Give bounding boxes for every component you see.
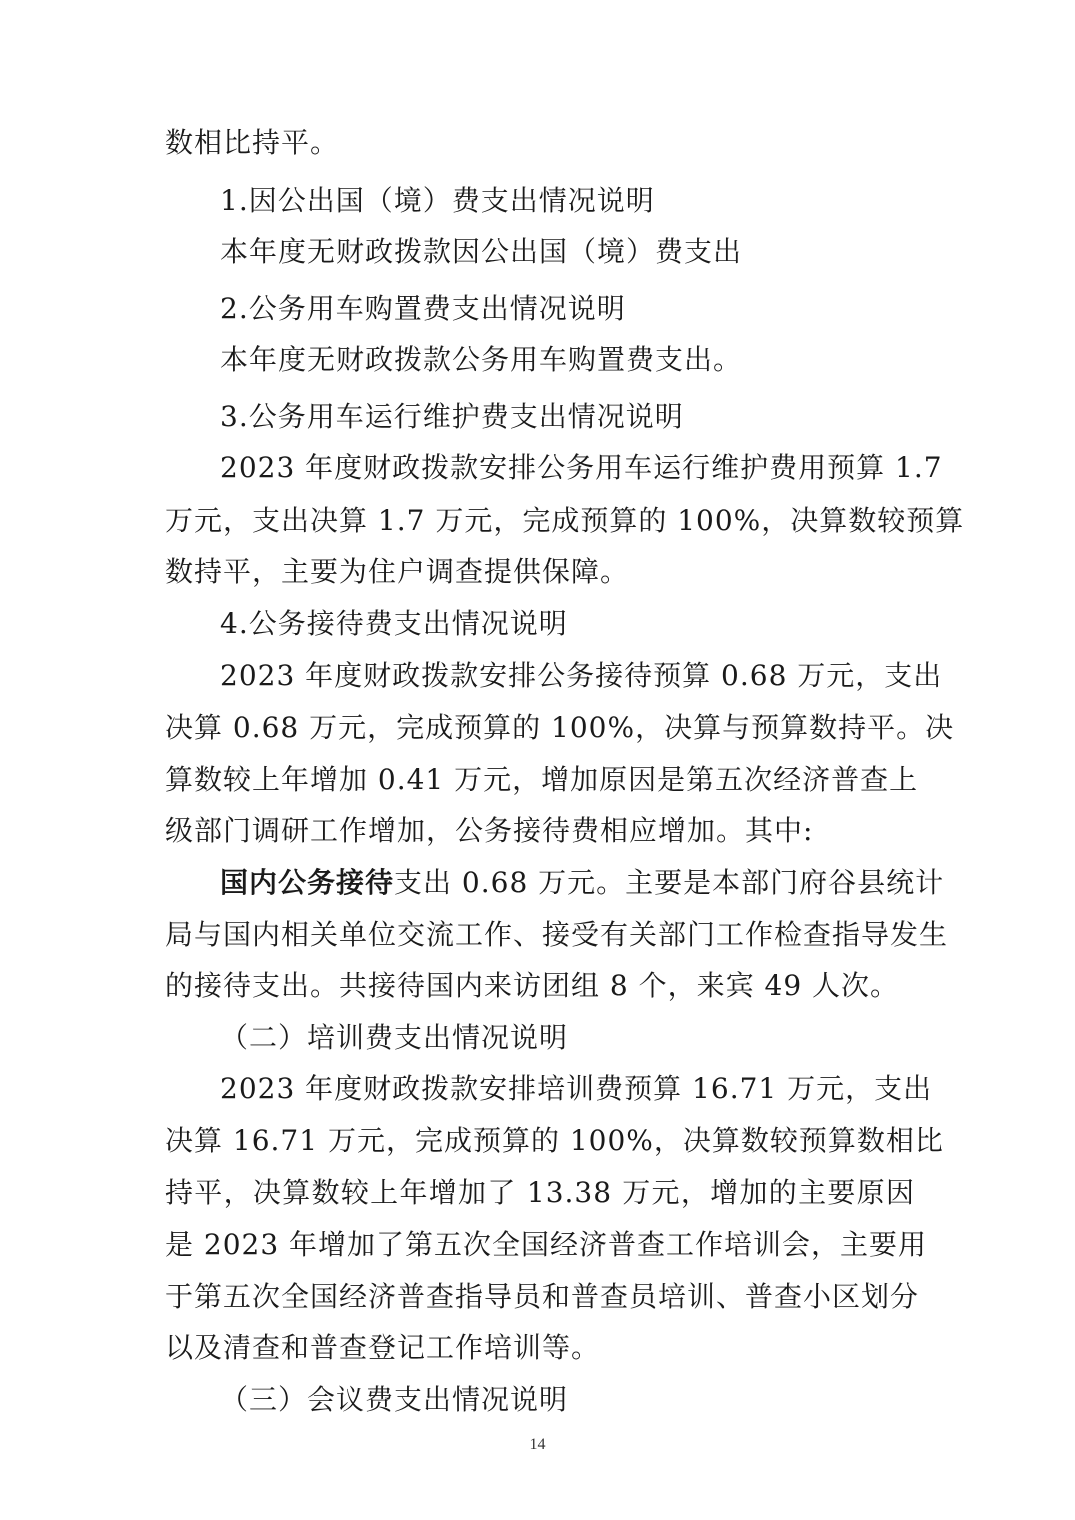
section-heading: 2.公务用车购置费支出情况说明 [220,292,626,325]
text-line: 数持平，主要为住户调查提供保障。 [165,555,630,588]
text-line: 决算 0.68 万元，完成预算的 100%，决算与预算数持平。决 [165,711,955,744]
text-line: 本年度无财政拨款因公出国（境）费支出 [220,235,743,268]
text-line: 的接待支出。共接待国内来访团组 8 个，来宾 49 人次。 [165,969,900,1002]
text-line: 是 2023 年增加了第五次全国经济普查工作培训会，主要用 [165,1228,928,1261]
section-heading: （二）培训费支出情况说明 [220,1021,569,1054]
text-line: 2023 年度财政拨款安排公务接待预算 0.68 万元，支出 [220,659,943,692]
text-line: 2023 年度财政拨款安排培训费预算 16.71 万元，支出 [220,1072,933,1105]
text-line-rest: 支出 0.68 万元。主要是本部门府谷县统计 [394,866,945,899]
text-line: 万元，支出决算 1.7 万元，完成预算的 100%，决算数较预算 [165,504,965,537]
text-line: 持平，决算数较上年增加了 13.38 万元，增加的主要原因 [165,1176,915,1209]
page-number: 14 [529,1436,546,1453]
text-line: 于第五次全国经济普查指导员和普查员培训、普查小区划分 [165,1280,920,1313]
text-line: 以及清查和普查登记工作培训等。 [165,1331,601,1364]
section-heading: （三）会议费支出情况说明 [220,1383,569,1416]
text-line: 决算 16.71 万元，完成预算的 100%，决算数较预算数相比 [165,1124,944,1157]
bold-term: 国内公务接待 [220,866,395,899]
text-line: 数相比持平。 [165,126,340,159]
section-heading: 3.公务用车运行维护费支出情况说明 [220,400,684,433]
text-line [220,866,945,900]
text-line: 局与国内相关单位交流工作、接受有关部门工作检查指导发生 [165,918,949,951]
section-heading: 1.因公出国（境）费支出情况说明 [220,184,655,217]
section-heading: 4.公务接待费支出情况说明 [220,607,568,640]
text-line: 级部门调研工作增加，公务接待费相应增加。其中: [165,814,814,847]
text-line: 算数较上年增加 0.41 万元，增加原因是第五次经济普查上 [165,763,919,796]
text-line: 本年度无财政拨款公务用车购置费支出。 [220,343,743,376]
text-line: 2023 年度财政拨款安排公务用车运行维护费用预算 1.7 [220,451,943,484]
